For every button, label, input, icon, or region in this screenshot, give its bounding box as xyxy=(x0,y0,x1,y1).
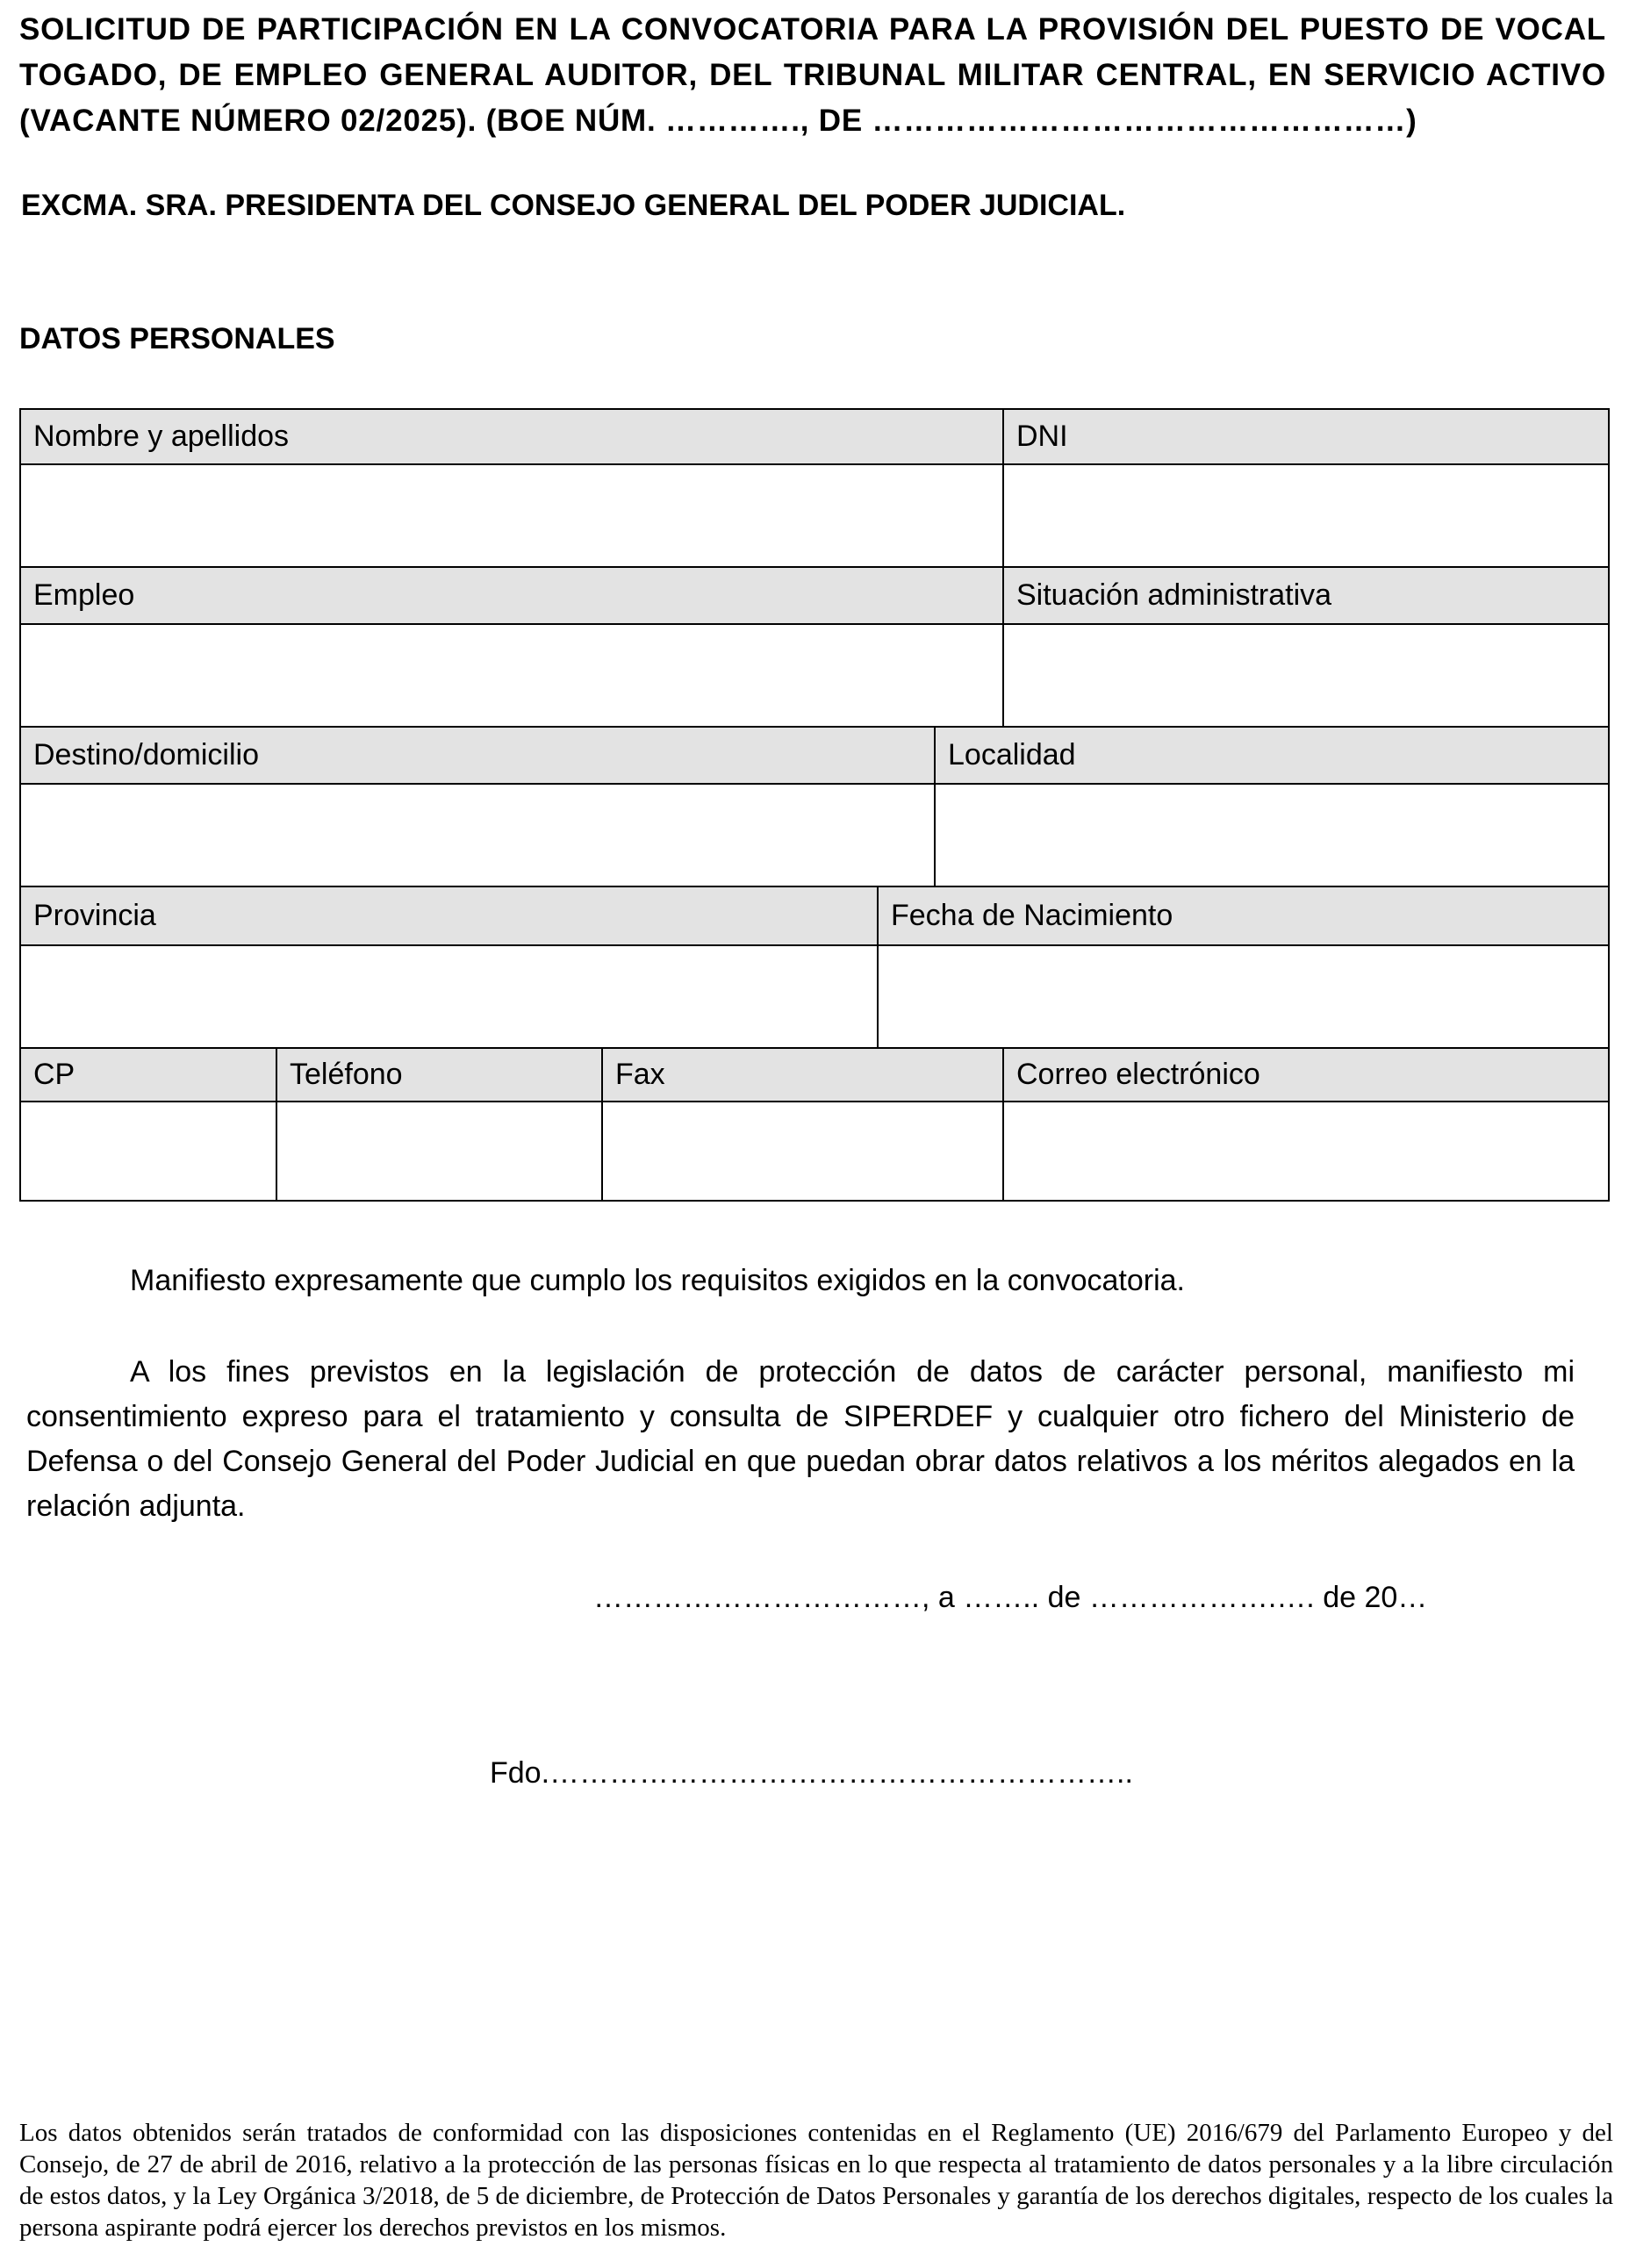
destino-domicilio-input[interactable] xyxy=(21,785,936,887)
dni-input[interactable] xyxy=(1004,465,1608,568)
label-dni: DNI xyxy=(1004,410,1608,465)
label-empleo: Empleo xyxy=(21,568,1004,625)
label-localidad: Localidad xyxy=(936,728,1608,785)
nombre-input[interactable] xyxy=(21,465,1004,568)
label-nombre: Nombre y apellidos xyxy=(21,410,1004,465)
empleo-input[interactable] xyxy=(21,625,1004,728)
label-provincia: Provincia xyxy=(21,887,879,946)
privacy-footnote: Los datos obtenidos serán tratados de conformidad con las disposiciones contenidas en el Reglamento (UE) 2016/679 del Parlamento Europeo y del Consejo, de 27 de abril de 2016, relativo a la protección de las personas físicas en lo que respecta al tratamiento de datos personales y a la libre circulación de estos datos, y la Ley Orgánica 3/2018, de 5 de diciembre, de Protección de Datos Personales y garantía de los derechos digitales, respecto de los cuales la persona aspirante podrá ejercer los derechos previstos en los mismos. xyxy=(19,2119,1613,2242)
situacion-administrativa-input[interactable] xyxy=(1004,625,1608,728)
personal-data-form xyxy=(19,408,1610,1202)
signature-line: Fdo.………………………………………………….. xyxy=(490,1756,1133,1790)
localidad-input[interactable] xyxy=(936,785,1608,887)
fax-input[interactable] xyxy=(603,1102,1004,1200)
label-correo-electronico: Correo electrónico xyxy=(1004,1049,1608,1102)
declaration-data-consent: A los fines previstos en la legislación de protección de datos de carácter personal, manifiesto mi consentimiento expreso para el tratamiento y consulta de SIPERDEF y cualquier otro fichero del Ministerio de Defensa o del Consejo General del Poder Judicial en que puedan obrar datos relativos a los méritos alegados en la relación adjunta. xyxy=(26,1355,1575,1523)
title-line-1: SOLICITUD DE PARTICIPACIÓN EN LA CONVOCATORIA PARA LA PROVISIÓN DEL PUESTO DE VOCAL xyxy=(19,12,1606,47)
title-line-3: (VACANTE NÚMERO 02/2025). (BOE NÚM. …………., DE ……………………………………………) xyxy=(19,104,1417,138)
document-title xyxy=(19,7,1606,144)
correo-electronico-input[interactable] xyxy=(1004,1102,1608,1200)
declaration-requirements: Manifiesto expresamente que cumplo los requisitos exigidos en la convocatoria. xyxy=(130,1264,1185,1297)
section-title-personal-data: DATOS PERSONALES xyxy=(19,322,335,355)
title-line-2: TOGADO, DE EMPLEO GENERAL AUDITOR, DEL TRIBUNAL MILITAR CENTRAL, EN SERVICIO ACTIVO xyxy=(19,58,1606,92)
label-cp: CP xyxy=(21,1049,277,1102)
fecha-nacimiento-input[interactable] xyxy=(879,946,1608,1049)
cp-input[interactable] xyxy=(21,1102,277,1200)
label-fecha-nacimiento: Fecha de Nacimiento xyxy=(879,887,1608,946)
provincia-input[interactable] xyxy=(21,946,879,1049)
telefono-input[interactable] xyxy=(277,1102,603,1200)
label-fax: Fax xyxy=(603,1049,1004,1102)
place-date-line: ……………………………, a …….. de ……………….…. de 20… xyxy=(593,1581,1428,1614)
label-destino-domicilio: Destino/domicilio xyxy=(21,728,936,785)
addressee: EXCMA. SRA. PRESIDENTA DEL CONSEJO GENERAL DEL PODER JUDICIAL. xyxy=(21,189,1126,222)
label-situacion-administrativa: Situación administrativa xyxy=(1004,568,1608,625)
label-telefono: Teléfono xyxy=(277,1049,603,1102)
